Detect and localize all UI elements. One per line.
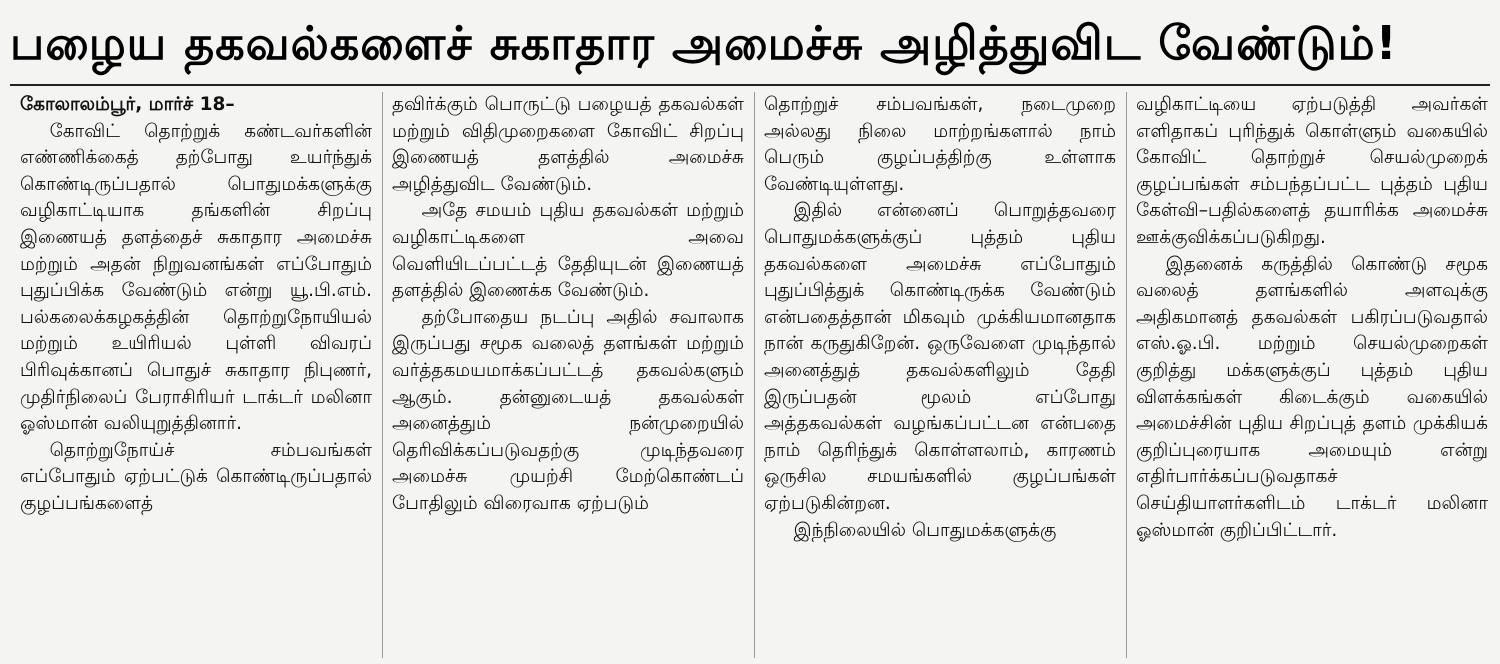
article-column-4 [1136,92,1488,658]
paragraph: வழிகாட்டியை ஏற்படுத்தி அவர்கள் எளிதாகப் புரிந்துக் கொள்ளும் வகையில் கோவிட் தொற்றுச் செயல்முறைக் குழப்பங்கள் சம்பந்தப்பட்ட புத்தம் புதிய கேள்வி–பதில்களைத் தயாரிக்க அமைச்சு ஊக்குவிக்கப்படுகிறது. [1136,94,1488,248]
article-column-1 [20,92,372,658]
column-divider [382,92,383,658]
headline-rule [10,84,1490,86]
column-divider [1126,92,1127,658]
paragraph: தற்போதைய நடப்பு அதில் சவாலாக இருப்பது சமூக வலைத் தளங்கள் மற்றும் வர்த்தகமயமாக்கப்பட்டத் தகவல்களும் ஆகும். தன்னுடையத் தகவல்கள் அனைத்தும் நன்முறையில் தெரிவிக்கப்படுவதற்கு முடிந்தவரை அமைச்சு முயற்சி மேற்கொண்டப் போதிலும் விரைவாக ஏற்படும் [392,306,744,514]
paragraph: தொற்றுநோய்ச் சம்பவங்கள் எப்போதும் ஏற்பட்டுக் கொண்டிருப்பதால் குழப்பங்களைத் [20,439,372,514]
paragraph: இதில் என்னைப் பொறுத்தவரை பொதுமக்களுக்குப் புத்தம் புதிய தகவல்களை அமைச்சு எப்போதும் புதுப்பித்துக் கொண்டிருக்க வேண்டும் என்பதைத்தான் மிகவும் முக்கியமானதாக நான் கருதுகிறேன். ஒருவேளை முடிந்தால் அனைத்துத் தகவல்களிலும் தேதி இருப்பதன் மூலம் எப்போது அத்தகவல்கள் வழங்கப்பட்டன என்பதை நாம் தெரிந்துக் கொள்ளலாம், காரணம் ஒருசில சமயங்களில் குழப்பங்கள் ஏற்படுகின்றன. [764,200,1116,514]
paragraph: கோவிட் தொற்றுக் கண்டவர்களின் எண்ணிக்கைத் தற்போது உயர்ந்துக் கொண்டிருப்பதால் பொதுமக்களுக்கு வழிகாட்டியாக தங்களின் சிறப்பு இணையத் தளத்தைச் சுகாதார அமைச்சு மற்றும் அதன் நிறுவனங்கள் எப்போதும் புதுப்பிக்க வேண்டும் என்று யூ.பி.எம். பல்கலைக்கழகத்தின் தொற்றுநோயியல் மற்றும் உயிரியல் புள்ளி விவரப் பிரிவுக்கானப் பொதுச் சுகாதார நிபுணர், முதிர்நிலைப் பேராசிரியர் டாக்டர் மலினா ஓஸ்மான் வலியுறுத்தினார். [20,120,372,435]
article-column-3 [764,92,1116,658]
paragraph: அதே சமயம் புதிய தகவல்கள் மற்றும் வழிகாட்டிகளை அவை வெளியிடப்பட்டத் தேதியுடன் இணையத் தளத்தில் இணைக்க வேண்டும். [392,200,744,302]
article-column-2 [392,92,744,658]
paragraph: இதனைக் கருத்தில் கொண்டு சமூக வலைத் தளங்களில் அளவுக்கு அதிகமானத் தகவல்கள் பகிரப்படுவதால் எஸ்.ஓ.பி. மற்றும் செயல்முறைகள் குறித்து மக்களுக்குப் புத்தம் புதிய விளக்கங்கள் கிடைக்கும் வகையில் அமைச்சின் புதிய சிறப்புத் தளம் முக்கியக் குறிப்புரையாக அமையும் என்று எதிர்பார்க்கப்படுவதாகச் செய்தியாளர்களிடம் டாக்டர் மலினா ஓஸ்மான் குறிப்பிட்டார். [1136,253,1488,541]
dateline: கோலாலம்பூர், மார்ச் 18– [20,94,235,115]
column-divider [754,92,755,658]
paragraph: தவிர்க்கும் பொருட்டு பழையத் தகவல்கள் மற்றும் விதிமுறைகளை கோவிட் சிறப்பு இணையத் தளத்தில் அமைச்சு அழித்துவிட வேண்டும். [392,94,744,195]
paragraph: இந்நிலையில் பொதுமக்களுக்கு [793,519,1057,541]
headline: பழைய தகவல்களைச் சுகாதார அமைச்சு அழித்துவிட வேண்டும்! [10,16,1398,70]
paragraph: தொற்றுச் சம்பவங்கள், நடைமுறை அல்லது நிலை மாற்றங்களால் நாம் பெரும் குழப்பத்திற்கு உள்ளாக வேண்டியுள்ளது. [764,94,1116,195]
